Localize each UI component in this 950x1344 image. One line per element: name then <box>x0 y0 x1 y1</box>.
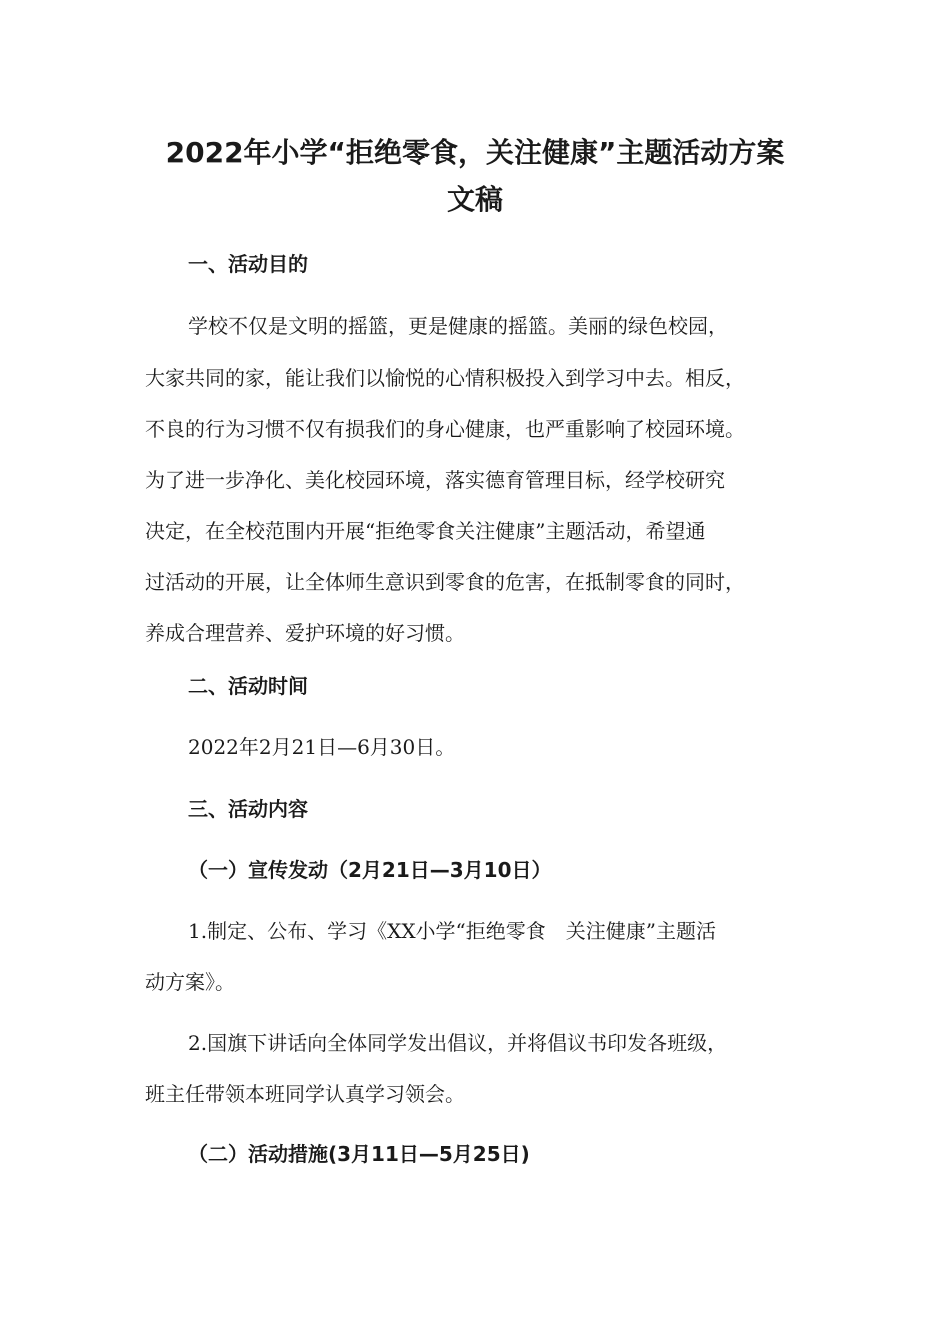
paragraph-line: 过活动的开展，让全体师生意识到零食的危害，在抵制零食的同时， <box>145 570 745 594</box>
list-item-line: 班主任带领本班同学认真学习领会。 <box>145 1082 465 1106</box>
paragraph-line: 养成合理营养、爱护环境的好习惯。 <box>145 621 465 645</box>
list-item-line: 2.国旗下讲话向全体同学发出倡议，并将倡议书印发各班级， <box>188 1031 728 1055</box>
list-item-line: 动方案》。 <box>145 970 235 994</box>
paragraph-line: 不良的行为习惯不仅有损我们的身心健康，也严重影响了校园环境。 <box>145 417 745 441</box>
section-heading-purpose: 一、活动目的 <box>188 252 308 276</box>
paragraph-line: 决定，在全校范围内开展“拒绝零食关注健康”主题活动，希望通 <box>145 519 706 543</box>
document-title-continuation: 文稿 <box>446 183 503 216</box>
subsection-heading-publicity: （一）宣传发动（2月21日—3月10日） <box>188 858 552 882</box>
paragraph-line: 大家共同的家，能让我们以愉悦的心情积极投入到学习中去。相反， <box>145 366 745 390</box>
paragraph-line: 为了进一步净化、美化校园环境，落实德育管理目标，经学校研究 <box>145 468 725 492</box>
section-heading-content: 三、活动内容 <box>188 797 308 821</box>
subsection-heading-measures: （二）活动措施(3月11日—5月25日) <box>188 1142 530 1166</box>
list-item-line: 1.制定、公布、学习《XX小学“拒绝零食 关注健康”主题活 <box>188 919 717 943</box>
document-title: 2022年小学“拒绝零食，关注健康”主题活动方案 <box>165 136 785 169</box>
section-heading-time: 二、活动时间 <box>188 674 308 698</box>
activity-dates: 2022年2月21日—6月30日。 <box>188 735 456 759</box>
paragraph-line: 学校不仅是文明的摇篮，更是健康的摇篮。美丽的绿色校园， <box>188 314 728 338</box>
